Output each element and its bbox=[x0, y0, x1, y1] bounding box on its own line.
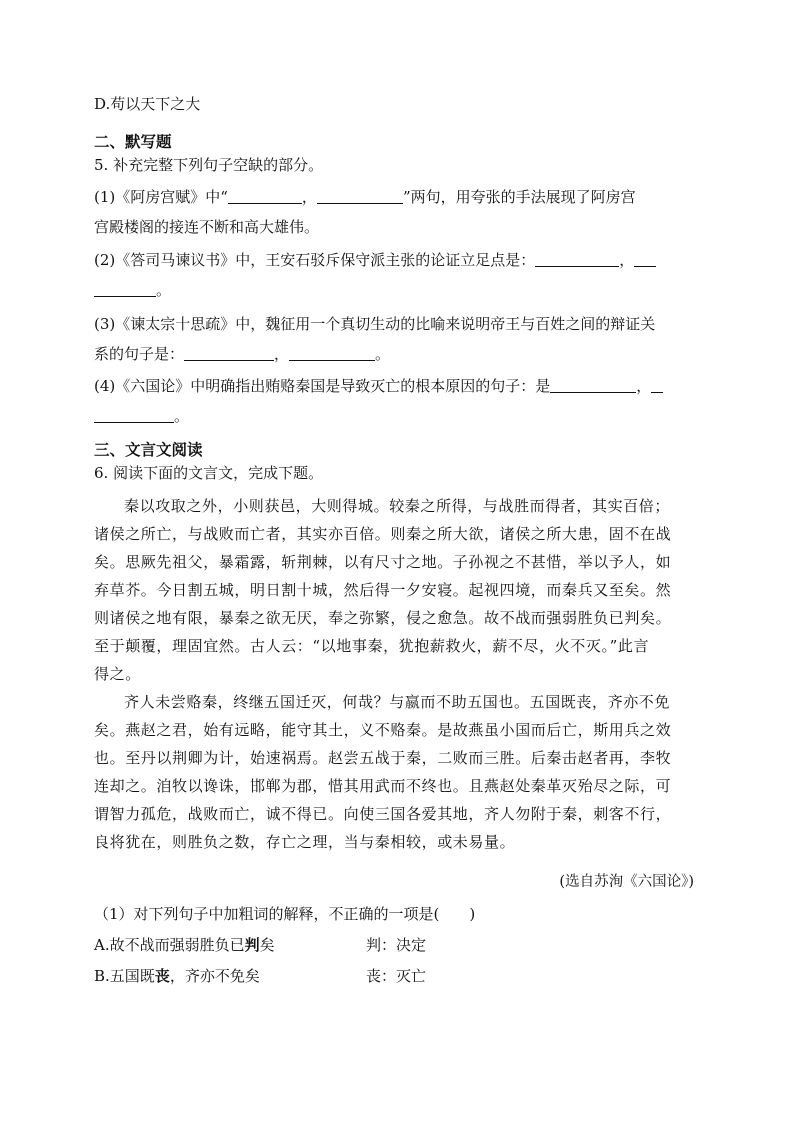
answer-blank[interactable] bbox=[289, 345, 375, 361]
section2-heading: 二、默写题 bbox=[94, 132, 172, 151]
q5-item2-line2 bbox=[94, 280, 171, 300]
q5-item2-text-b: ， bbox=[619, 251, 635, 269]
q5-item1-text-a: (1)《阿房宫赋》中“ bbox=[94, 188, 228, 206]
answer-blank[interactable] bbox=[184, 345, 274, 361]
q5-item4-text-b: ， bbox=[636, 377, 652, 395]
section3-heading: 三、文言文阅读 bbox=[94, 440, 203, 459]
q6-option-b bbox=[94, 966, 260, 986]
passage-line: 至于颠覆，理固宜然。古人云：“以地事秦，犹抱薪救火，薪不尽，火不灭。”此言 bbox=[94, 637, 650, 655]
passage-source: (选自苏洵《六国论》) bbox=[559, 874, 694, 890]
q5-item4-text-a: (4)《六国论》中明确指出贿赂秦国是导致灭亡的根本原因的句子：是 bbox=[94, 377, 551, 395]
option-text: 矣 bbox=[259, 936, 275, 954]
q6-stem: 6. 阅读下面的文言文，完成下题。 bbox=[94, 464, 324, 482]
q5-item4-text-c: 。 bbox=[174, 407, 190, 425]
answer-blank[interactable] bbox=[94, 281, 156, 297]
answer-blank[interactable] bbox=[94, 407, 174, 423]
passage-line: 诸侯之所亡，与战败而亡者，其实亦百倍。则秦之所大欲，诸侯之所大患，固不在战 bbox=[94, 525, 672, 543]
q5-item2-text-a: (2)《答司马谏议书》中，王安石驳斥保守派主张的论证立足点是： bbox=[94, 251, 536, 269]
q5-item1-text-b: ， bbox=[301, 188, 317, 206]
q5-item1-line2: 宫殿楼阁的接连不断和高大雄伟。 bbox=[94, 218, 320, 236]
passage-line: 矣。燕赵之君，始有远略，能守其土，义不赂秦。是故燕虽小国而后亡，斯用兵之效 bbox=[94, 721, 672, 739]
q5-item3-line1: (3)《谏太宗十思疏》中，魏征用一个真切生动的比喻来说明帝王与百姓之间的辩证关 bbox=[94, 315, 656, 333]
q5-item1-line1 bbox=[94, 187, 636, 207]
passage-line: 齐人未尝赂秦，终继五国迁灭，何哉？与嬴而不助五国也。五国既丧，齐亦不免 bbox=[124, 693, 671, 711]
passage-line: 则诸侯之地有限，暴秦之欲无厌，奉之弥繁，侵之愈急。故不战而强弱胜负已判矣。 bbox=[94, 609, 672, 627]
passage-line: 秦以攻取之外，小则获邑，大则得城。较秦之所得，与战胜而得者，其实百倍； bbox=[124, 497, 671, 515]
passage-line: 矣。思厥先祖父，暴霜露，斩荆棘，以有尺寸之地。子孙视之不甚惜，举以予人，如 bbox=[94, 553, 672, 571]
passage-line: 良将犹在，则胜负之数，存亡之理，当与秦相较，或未易量。 bbox=[94, 833, 516, 851]
q5-stem: 5. 补充完整下列句子空缺的部分。 bbox=[94, 156, 324, 174]
q5-item2-line1 bbox=[94, 250, 656, 270]
passage-line: 连却之。洎牧以谗诛，邯郸为郡，惜其用武而不终也。且燕赵处秦革灭殆尽之际，可 bbox=[94, 777, 672, 795]
q5-item3-text-c: ， bbox=[274, 345, 290, 363]
answer-blank[interactable] bbox=[550, 377, 636, 393]
q5-item2-text-c: 。 bbox=[156, 281, 172, 299]
option-bold-word: 丧 bbox=[154, 967, 170, 985]
passage-line: 也。至丹以荆卿为计，始速祸焉。赵尝五战于秦，二败而三胜。后秦击赵者再，李牧 bbox=[94, 749, 672, 767]
q6-option-a-gloss: 判：决定 bbox=[366, 936, 427, 954]
option-text: ，齐亦不免矣 bbox=[169, 967, 260, 985]
option-bold-word: 判 bbox=[244, 936, 260, 954]
passage-line: 弃草芥。今日割五城，明日割十城，然后得一夕安寝。起视四境，而秦兵又至矣。然 bbox=[94, 581, 672, 599]
answer-blank[interactable] bbox=[228, 188, 302, 204]
option-text: B.五国既 bbox=[94, 967, 155, 985]
passage-line: 谓智力孤危，战败而亡，诚不得已。向使三国各爱其地，齐人勿附于秦，刺客不行， bbox=[94, 805, 672, 823]
passage-line: 得之。 bbox=[94, 665, 141, 683]
q5-item4-line2 bbox=[94, 406, 189, 426]
answer-blank[interactable] bbox=[535, 251, 619, 267]
q6-option-b-gloss: 丧：灭亡 bbox=[366, 967, 427, 985]
q5-item1-text-c: ”两句，用夸张的手法展现了阿房宫 bbox=[402, 188, 636, 206]
q5-item3-text-d: 。 bbox=[375, 345, 391, 363]
q6-option-a bbox=[94, 935, 275, 955]
q5-item3-text-b: 系的句子是： bbox=[94, 345, 185, 363]
answer-blank[interactable] bbox=[651, 377, 663, 393]
q6-sub1-stem: （1）对下列句子中加粗词的解释，不正确的一项是( ) bbox=[94, 905, 476, 923]
q5-item4-line1 bbox=[94, 376, 663, 396]
option-text: A.故不战而强弱胜负已 bbox=[94, 936, 245, 954]
q5-item3-line2 bbox=[94, 344, 390, 364]
option-d: D.苟以天下之大 bbox=[94, 95, 201, 113]
answer-blank[interactable] bbox=[317, 188, 403, 204]
answer-blank[interactable] bbox=[634, 251, 656, 267]
